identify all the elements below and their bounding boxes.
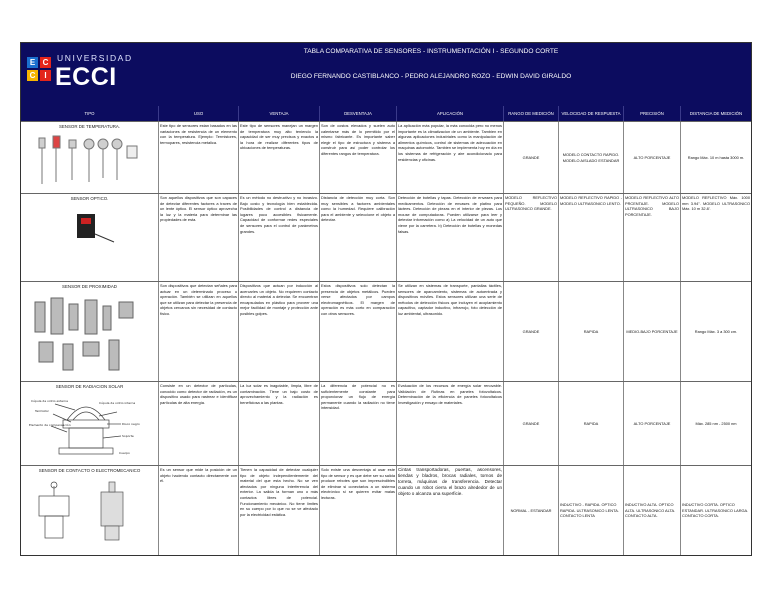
row-type-label: SENSOR DE CONTACTO O ELECTROMECANICO	[38, 468, 141, 473]
cell-precision: MEDIO-BAJO PORCENTAJE	[623, 282, 680, 381]
cell-aplicacion: Detección de botellas y tapas. Detección de envases para medicamentos. Detección de envases de platino para láctees. Detección de piezas en el interior de piezas. Los mouse de computadoras. Pueden utilizarse para leer y detectar información como a) La velocidad de un auto que viene por la carretera. b) Detección de botellas y monedas falsas.	[396, 194, 503, 281]
document-title: TABLA COMPARATIVA DE SENSORES - INSTRUMENTACIÓN I - SEGUNDO CORTE	[303, 48, 559, 55]
pyranometer-diagram-image	[29, 390, 144, 464]
logo-letter-c: C	[40, 57, 51, 68]
col-rango: RANGO DE MEDICIÓN	[503, 106, 558, 121]
cell-aplicacion: Se utilizan en sistemas de transporte, pantallas táctiles, sensores de aparcamiento, sistemas de autoentrada y dispositivos móviles. Estos sensores utilizan una serie de métodos de detección físicos que incluyen el acoplamiento capacitivo, captador inductivo, infrarrojo, foto detección de luz ambiental, ultrasonido.	[396, 282, 503, 381]
cell-ventaja: Dispositivos que actuan por inducción al acercarles un objeto. No requieren contacto directo al material a detectar. Se encuentran encapsulados en plástico para proveer una mejor facilidad de montaje y protección ante posibles golpes.	[238, 282, 319, 381]
cell-uso: Son dispositivos que detectan señales para actuar en un determinado proceso u operación. También se utilizan en aquellos que se utilizan para detectar la presencia de objetos cercanos sin necesidad de contacto físico.	[158, 282, 238, 381]
cell-aplicacion: Evaluación de los recursos de energía solar renovable. Validación de Rutinas en paneles fotovoltaicos. Determinación de la eficiencia de paneles fotovoltaicos Investigación y ensayo de materiales.	[396, 382, 503, 465]
optical-sensor-image	[29, 206, 144, 246]
row-type-label: SENSOR DE RADIACION SOLAR	[55, 384, 124, 389]
cell-distancia: INDUCTIVO CORTA. OPTICO ESTANDAR. ULTRASONICO LARGA. CONTACTO CORTA.	[680, 466, 751, 555]
cell-uso: Consiste en un detector de partículas, conocido como detector de radiación, es un dispositivo usado para rastrear e identificar partículas de alta energía.	[158, 382, 238, 465]
diagram-label-soporte: Soporte	[122, 434, 134, 438]
cell-distancia: Rango Máx. 10 m hasta 3000 m.	[680, 122, 751, 193]
table-row-radiacion	[21, 381, 751, 465]
cell-distancia: Rango Máx. 3 a 300 cm.	[680, 282, 751, 381]
table-row-contacto	[21, 465, 751, 555]
diagram-label-cupula-interna: Cúpula de vidrio interna	[99, 401, 136, 405]
cell-tipo	[21, 122, 158, 193]
cell-uso: Este tipo de sensores estan basados en las variaciones de resistencia de un elemento con la temperatura. Ejemplo: Termistores, termopares, resistencia metalica.	[158, 122, 238, 193]
table-row-optico	[21, 193, 751, 281]
cell-ventaja: Tienen la capacidad de detectar cualquier tipo de objeto independientemente del material del que esta hecho. No se ven afectados por ninguna interferencia del exterior. La salida la forman uno o más contactos libres de potencial. Funcionamiento mecánico. No tiene límites en su cuerpo por lo que no se ve afectado por la electricidad estática.	[238, 466, 319, 555]
cell-ventaja: La luz solar es inagotable, limpia, libre de contaminación. Tiene un bajo costo de aprovechamiento y la radiación es beneficiosa a las plantas.	[238, 382, 319, 465]
cell-rango: GRANDE	[503, 122, 558, 193]
university-logo	[27, 49, 139, 93]
cell-tipo	[21, 466, 158, 555]
col-aplicacion: APLICACIÓN	[396, 106, 503, 121]
proximity-sensors-image	[29, 294, 144, 378]
cell-desventaja: Son de costos elevados y suelen auto calentarse más de lo permitido por el mismo fabricante. Es importante saber elegir el tipo de estructura y sistema a construir para así poder controlar los diferentes rangos de temperatura.	[319, 122, 396, 193]
diagram-label-cupula-externa: Cúpula de vidrio externa	[31, 399, 69, 403]
logo-letter-c2: C	[27, 70, 38, 81]
diagram-label-cuerpo: Cuerpo	[119, 451, 130, 455]
cell-velocidad: MODELO CONTACTO RAPIDO. MODELO AISLADO ESTANDAR	[558, 122, 623, 193]
logo-universidad-text: UNIVERSIDAD	[57, 53, 133, 63]
logo-ecci-text: ECCI	[55, 63, 117, 91]
row-type-label: SENSOR DE TEMPERATURA.	[58, 124, 121, 129]
cell-precision: ALTO PORCENTAJE	[623, 382, 680, 465]
comparison-sheet	[20, 42, 752, 556]
col-velocidad: VELOCIDAD DE RESPUESTA	[558, 106, 623, 121]
cell-desventaja: Estos dispositivos solo detectan la presencia de objetos metálicos. Pueden verse afectados por campos electromagnéticos. El margen de operación es más corto en comparación con otros sensores.	[319, 282, 396, 381]
temperature-sensors-image	[29, 132, 144, 190]
cell-rango: GRANDE	[503, 382, 558, 465]
cell-desventaja: Solo existe una desventaja al usar este tipo de sensor y es que debe ser su salida produce rebotes que son imprescindibles de eliminar si conectarlos a un sistema electrónico si se quieren evitar malas lecturas.	[319, 466, 396, 555]
diagram-label-termistor: Termistor	[35, 409, 49, 413]
cell-tipo	[21, 194, 158, 281]
logo-letter-i: I	[40, 70, 51, 81]
cell-rango: NORMAL - ESTANDAR	[503, 466, 558, 555]
cell-tipo	[21, 382, 158, 465]
cell-desventaja: Distancia de detección muy corta. Son muy sensibles a factores ambientales como la humedad. Requiere calibración para el ambiente y seleccione el objeto a detectar.	[319, 194, 396, 281]
table-row-temperatura	[21, 121, 751, 193]
cell-precision: MODELO REFLECTIVO ALTO PRCENTAJE. MODELO ULTRASONICO BAJO PORCENTAJE.	[623, 194, 680, 281]
cell-velocidad: RAPIDA	[558, 382, 623, 465]
col-tipo: TIPO	[84, 111, 95, 116]
col-uso: USO	[158, 106, 238, 121]
cell-velocidad: MODELO REFLECTIVO RAPIDO - MODELO ULTRASONICO LENTO.	[558, 194, 623, 281]
cell-distancia: MODELO REFLECTIVO Máx. 1000 mm 3.94". MODELO ULTRASONICO Máx. 10 m 32.8'.	[680, 194, 751, 281]
table-row-proximidad	[21, 281, 751, 381]
cell-ventaja: Es un método no destructivo y no invasivo. Bajo costo y tecnología bien establecida. Posibilidades de control a distancia de lugares poco accesibles fisicamente. Capacidad de conformar redes especiales de sensores para el control de parámetros grandes.	[238, 194, 319, 281]
cell-velocidad: INDUCTIVO - RAPIDA. OPTICO RAPIDA. ULTRASONICO LENTA. CONTACTO LENTA	[558, 466, 623, 555]
row-type-label: SENSOR OPTICO.	[70, 196, 109, 201]
cell-ventaja: Este tipo de sensores manejan un margen de temperatura muy alto teniendo la capacidad de ser muy precisos y exactos a la hora de realizar diferentes tipos de ubicaciones de temperaturas.	[238, 122, 319, 193]
contact-sensor-image	[29, 478, 144, 552]
header-spacer	[21, 96, 751, 106]
col-ventaja: VENTAJA	[238, 106, 319, 121]
cell-velocidad: RAPIDA	[558, 282, 623, 381]
header-banner	[21, 43, 751, 96]
cell-precision: INDUCTIVO ALTA. OPTICO ALTA. ULTRASONICO ALTA. CONTACTO ALTA.	[623, 466, 680, 555]
cell-rango: MODELO REFLECTIVO PEQUEÑO. MODELO ULTRASONICO GRANDE.	[503, 194, 558, 281]
diagram-label-compensacion: Elemento de compensación	[29, 423, 71, 427]
document-authors: DIEGO FERNANDO CASTIBLANCO - PEDRO ALEJANDRO ROZO - EDWIN DAVID GIRALDO	[290, 73, 572, 80]
cell-distancia: Máx. 285 nm - 2500 nm	[680, 382, 751, 465]
logo-letter-e: E	[27, 57, 38, 68]
col-distancia: DISTANCIA DE MEDICIÓN	[680, 106, 751, 121]
column-header-row	[21, 106, 751, 121]
diagram-label-disco-negro: Disco negro	[122, 422, 140, 426]
cell-uso: Es un sensor que mide la posición de un objeto haciendo contacto directamente con él.	[158, 466, 238, 555]
cell-uso: Son aquellos dispositivos que son capaces de detectar diferentes factores a traves de un lente óptico. El sensor óptico aprovecha la luz y la materia para determinar las propiedades de esta.	[158, 194, 238, 281]
cell-aplicacion: Cintas transportadoras, puertas, ascensores, tiendas y bladros, brocas radiales, tornos de torreta, máquinas de transferencia. Detectar cuando un robot cierra el brazo alrededor de un objeto o alcanza una superficie.	[396, 466, 503, 555]
cell-rango: GRANDE	[503, 282, 558, 381]
cell-aplicacion: La aplicación más popular, la más conocida pero no menos importante es la climatizacion de un ambiente. Tambien en algunas aplicaciones industriales como la manipulación de alimentos químicos, control de sistemas de adecuación en maquinas automotriz. Tambien se implementa hoy en día en los sistemas de refrigeración y aire acondicionado para residencias y oficinas.	[396, 122, 503, 193]
row-type-label: SENSOR DE PROXIMIDAD	[62, 284, 117, 289]
cell-precision: ALTO PORCENTAJE	[623, 122, 680, 193]
cell-desventaja: La diferencia de potencial no es suficientemente constante para proporcionar un flujo de energía permanente cuando la radiación no tiene intensidad.	[319, 382, 396, 465]
col-desventaja: DESVENTAJA	[319, 106, 396, 121]
col-precision: PRECISIÓN	[623, 106, 680, 121]
cell-tipo	[21, 282, 158, 381]
